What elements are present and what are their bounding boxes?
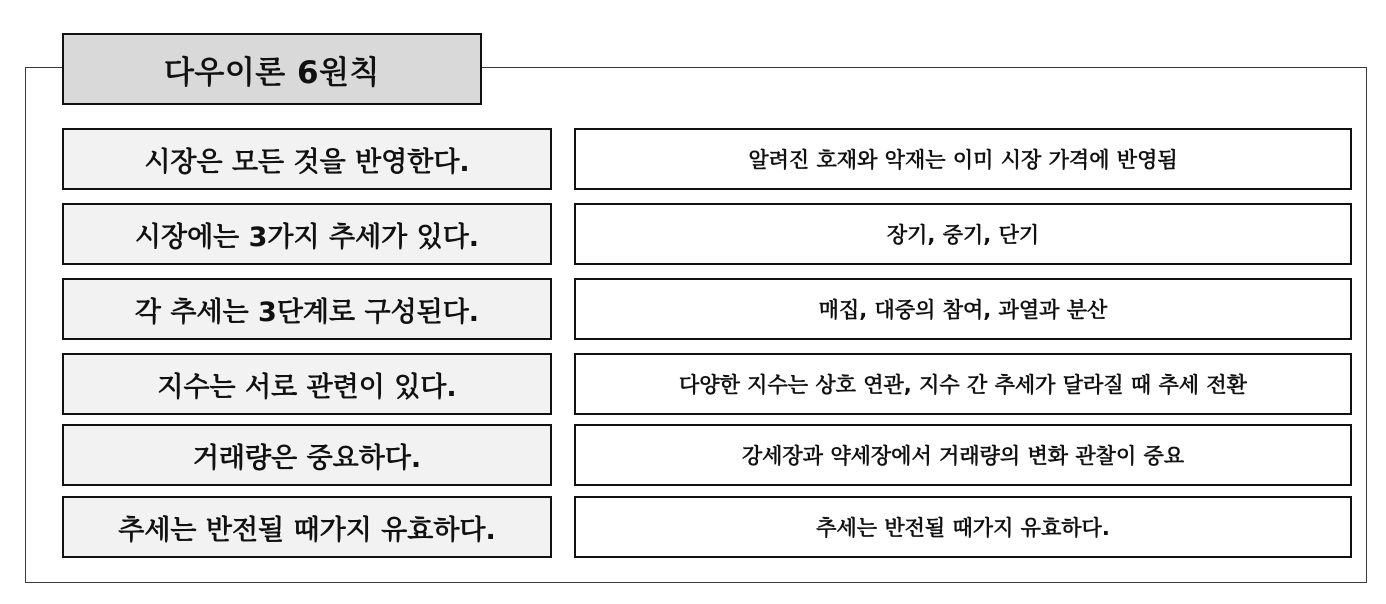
diagram-title: 다우이론 6원칙 [62, 33, 482, 105]
principle-label: 각 추세는 3단계로 구성된다. [62, 278, 552, 340]
principle-description: 매집, 대중의 참여, 과열과 분산 [574, 278, 1352, 340]
principle-label: 거래량은 중요하다. [62, 424, 552, 486]
principle-row-5 [0, 424, 1386, 486]
principle-description: 다양한 지수는 상호 연관, 지수 간 추세가 달라질 때 추세 전환 [574, 353, 1352, 415]
principle-row-2 [0, 203, 1386, 265]
principle-row-6 [0, 496, 1386, 558]
principle-label: 시장에는 3가지 추세가 있다. [62, 203, 552, 265]
principle-label: 시장은 모든 것을 반영한다. [62, 128, 552, 190]
principle-row-3 [0, 278, 1386, 340]
principle-label: 지수는 서로 관련이 있다. [62, 353, 552, 415]
principle-description: 추세는 반전될 때가지 유효하다. [574, 496, 1352, 558]
principle-description: 알려진 호재와 악재는 이미 시장 가격에 반영됨 [574, 128, 1352, 190]
principle-description: 강세장과 약세장에서 거래량의 변화 관찰이 중요 [574, 424, 1352, 486]
principle-label: 추세는 반전될 때가지 유효하다. [62, 496, 552, 558]
principle-row-4 [0, 353, 1386, 415]
principle-row-1 [0, 128, 1386, 190]
principle-description: 장기, 중기, 단기 [574, 203, 1352, 265]
